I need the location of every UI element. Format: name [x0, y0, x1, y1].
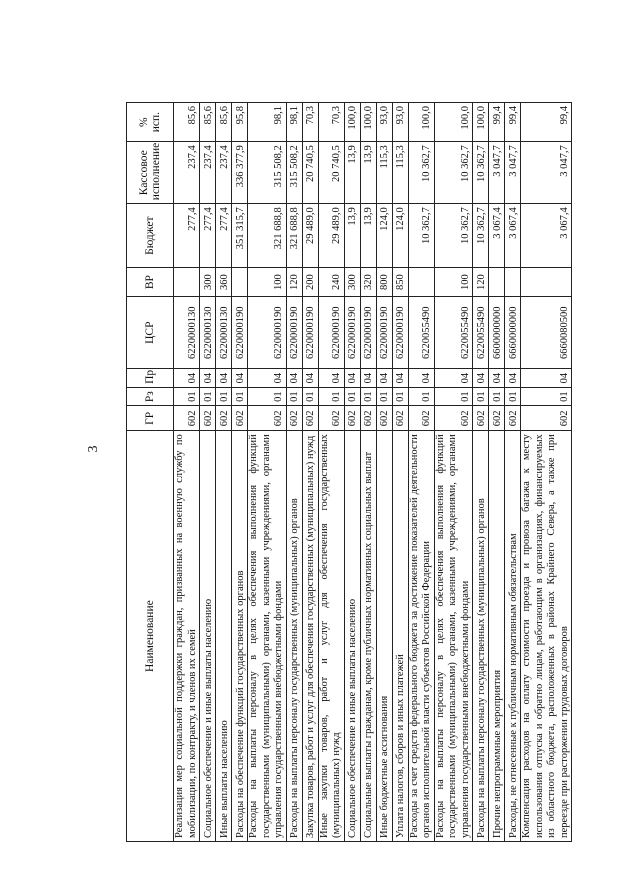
cell-pr: 04 — [248, 369, 287, 388]
cell-csr: 6220000190 — [392, 297, 408, 369]
cell-vr: 800 — [376, 268, 392, 297]
cell-rz: 01 — [392, 387, 408, 406]
cell-vr: 100 — [434, 268, 473, 297]
cell-csr: 6220000190 — [302, 297, 318, 369]
cell-csr: 6220055490 — [473, 297, 489, 369]
cell-gr: 602 — [344, 406, 360, 431]
cell-rz: 01 — [473, 387, 489, 406]
cell-kassa: 20 740,5 — [318, 142, 344, 204]
cell-csr: 6220000190 — [248, 297, 287, 369]
cell-kassa: 10 362,7 — [473, 142, 489, 204]
cell-pr: 04 — [360, 369, 376, 388]
cell-rz: 01 — [248, 387, 287, 406]
cell-rz: 01 — [216, 387, 232, 406]
header-pct: % исп. — [127, 103, 174, 142]
cell-pct: 100,0 — [473, 103, 489, 142]
cell-vr — [521, 268, 572, 297]
cell-pr: 04 — [344, 369, 360, 388]
cell-name: Иные выплаты населению — [216, 431, 232, 842]
cell-pct: 99,4 — [489, 103, 505, 142]
cell-budget: 3 067,4 — [521, 204, 572, 268]
cell-gr: 602 — [360, 406, 376, 431]
header-csr: ЦСР — [127, 297, 174, 369]
table-row — [286, 103, 302, 842]
cell-budget: 10 362,7 — [434, 204, 473, 268]
cell-vr: 360 — [216, 268, 232, 297]
cell-rz: 01 — [174, 387, 200, 406]
cell-budget: 13,9 — [360, 204, 376, 268]
cell-rz: 01 — [232, 387, 248, 406]
cell-pr: 04 — [521, 369, 572, 388]
cell-csr: 6220055490 — [434, 297, 473, 369]
cell-budget: 29 489,0 — [318, 204, 344, 268]
cell-rz: 01 — [489, 387, 505, 406]
cell-gr: 602 — [318, 406, 344, 431]
cell-gr: 602 — [376, 406, 392, 431]
header-pr: Пр — [127, 369, 174, 388]
cell-csr: 6220055490 — [408, 297, 434, 369]
table-row — [302, 103, 318, 842]
table-header-row — [127, 103, 174, 842]
cell-name: Социальное обеспечение и иные выплаты населению — [200, 431, 216, 842]
table-row — [216, 103, 232, 842]
cell-gr: 602 — [248, 406, 287, 431]
cell-budget: 277,4 — [174, 204, 200, 268]
cell-budget: 277,4 — [200, 204, 216, 268]
table-row — [360, 103, 376, 842]
cell-pr: 04 — [302, 369, 318, 388]
cell-gr: 602 — [521, 406, 572, 431]
table-row — [200, 103, 216, 842]
cell-vr — [232, 268, 248, 297]
cell-gr: 602 — [408, 406, 434, 431]
table-row — [489, 103, 505, 842]
cell-kassa: 10 362,7 — [434, 142, 473, 204]
cell-gr: 602 — [505, 406, 521, 431]
cell-pr: 04 — [473, 369, 489, 388]
cell-kassa: 315 508,2 — [286, 142, 302, 204]
cell-rz: 01 — [318, 387, 344, 406]
cell-pct: 85,6 — [200, 103, 216, 142]
cell-kassa: 237,4 — [216, 142, 232, 204]
header-name: Наименование — [127, 431, 174, 842]
table-row — [473, 103, 489, 842]
cell-pct: 95,8 — [232, 103, 248, 142]
cell-pr: 04 — [392, 369, 408, 388]
table-row — [318, 103, 344, 842]
cell-csr: 6220000190 — [232, 297, 248, 369]
cell-pct: 100,0 — [408, 103, 434, 142]
cell-name: Закупка товаров, работ и услуг для обеспечения государственных (муниципальных) нужд — [302, 431, 318, 842]
header-vr: ВР — [127, 268, 174, 297]
cell-kassa: 20 740,5 — [302, 142, 318, 204]
cell-csr: 6660000000 — [505, 297, 521, 369]
cell-kassa: 3 047,7 — [489, 142, 505, 204]
cell-pr: 04 — [505, 369, 521, 388]
cell-pct: 100,0 — [344, 103, 360, 142]
page-number: 3 — [86, 445, 101, 453]
cell-vr — [505, 268, 521, 297]
cell-name: Расходы, не отнесенные к публичным нормативным обязательствам — [505, 431, 521, 842]
cell-pr: 04 — [216, 369, 232, 388]
cell-name: Иные закупки товаров, работ и услуг для обеспечения государственных (муниципальных) нужд — [318, 431, 344, 842]
cell-csr: 6660080500 — [521, 297, 572, 369]
cell-vr — [489, 268, 505, 297]
cell-name: Расходы на выплаты персоналу в целях обеспечения выполнения функций государственными (муниципальными) органами, казенными учреждениями, органами управления государственными внебюджетными фондами — [248, 431, 287, 842]
cell-name: Социальное обеспечение и иные выплаты населению — [344, 431, 360, 842]
cell-gr: 602 — [302, 406, 318, 431]
cell-rz: 01 — [408, 387, 434, 406]
cell-name: Расходы на выплаты персоналу государственных (муниципальных) органов — [473, 431, 489, 842]
cell-kassa: 3 047,7 — [505, 142, 521, 204]
cell-kassa: 237,4 — [200, 142, 216, 204]
cell-vr: 120 — [473, 268, 489, 297]
cell-budget: 29 489,0 — [302, 204, 318, 268]
table-row — [376, 103, 392, 842]
cell-pct: 98,1 — [286, 103, 302, 142]
cell-pct: 99,4 — [521, 103, 572, 142]
cell-pr: 04 — [286, 369, 302, 388]
cell-name: Социальные выплаты гражданам, кроме публичных нормативных социальных выплат — [360, 431, 376, 842]
table-row — [408, 103, 434, 842]
cell-csr: 6600000000 — [489, 297, 505, 369]
cell-pct: 70,3 — [318, 103, 344, 142]
cell-kassa: 13,9 — [344, 142, 360, 204]
budget-table-rotated — [126, 102, 626, 842]
cell-csr: 6220000130 — [200, 297, 216, 369]
cell-rz: 01 — [434, 387, 473, 406]
cell-name: Компенсация расходов на оплату стоимости проезда и провоза багажа к месту использования отпуска и обратно лицам, работающим в организациях, финансируемых из областного бюджета, расположенных в районах Крайнего Севера, а также при переезде при расторжении трудовых договоров — [521, 431, 572, 842]
cell-gr: 602 — [473, 406, 489, 431]
cell-kassa: 115,3 — [392, 142, 408, 204]
header-budget: Бюджет — [127, 204, 174, 268]
cell-csr: 6220000130 — [174, 297, 200, 369]
cell-pct: 100,0 — [360, 103, 376, 142]
cell-csr: 6220000190 — [360, 297, 376, 369]
cell-kassa: 237,4 — [174, 142, 200, 204]
cell-pct: 100,0 — [434, 103, 473, 142]
cell-budget: 124,0 — [376, 204, 392, 268]
cell-name: Расходы на обеспечение функций государственных органов — [232, 431, 248, 842]
cell-gr: 602 — [489, 406, 505, 431]
table-row — [248, 103, 287, 842]
cell-budget: 3 067,4 — [489, 204, 505, 268]
table-row — [521, 103, 572, 842]
cell-budget: 3 067,4 — [505, 204, 521, 268]
cell-pr: 04 — [200, 369, 216, 388]
cell-rz: 01 — [286, 387, 302, 406]
cell-csr: 6220000190 — [344, 297, 360, 369]
cell-vr — [174, 268, 200, 297]
cell-pr: 04 — [408, 369, 434, 388]
cell-pct: 70,3 — [302, 103, 318, 142]
cell-vr: 850 — [392, 268, 408, 297]
budget-table — [126, 102, 572, 842]
cell-gr: 602 — [434, 406, 473, 431]
cell-name: Расходы за счет средств федерального бюджета за достижение показателей деятельности органов исполнительной власти субъектов Российской Федерации — [408, 431, 434, 842]
cell-gr: 602 — [392, 406, 408, 431]
cell-kassa: 10 362,7 — [408, 142, 434, 204]
cell-rz: 01 — [344, 387, 360, 406]
cell-pct: 93,0 — [392, 103, 408, 142]
cell-budget: 124,0 — [392, 204, 408, 268]
cell-kassa: 115,3 — [376, 142, 392, 204]
table-row — [505, 103, 521, 842]
cell-vr: 300 — [200, 268, 216, 297]
cell-budget: 10 362,7 — [408, 204, 434, 268]
cell-pr: 04 — [174, 369, 200, 388]
cell-pr: 04 — [232, 369, 248, 388]
cell-kassa: 13,9 — [360, 142, 376, 204]
cell-name: Прочие непрограммные мероприятия — [489, 431, 505, 842]
cell-csr: 6220000190 — [376, 297, 392, 369]
cell-vr — [408, 268, 434, 297]
header-kassa: Кассовое исполнение — [127, 142, 174, 204]
cell-vr: 300 — [344, 268, 360, 297]
cell-pct: 85,6 — [174, 103, 200, 142]
cell-budget: 321 688,8 — [248, 204, 287, 268]
table-row — [392, 103, 408, 842]
cell-name: Расходы на выплаты персоналу в целях обеспечения выполнения функций государственными (муниципальными) органами, казенными учреждениями, органами управления государственными внебюджетными фондами — [434, 431, 473, 842]
cell-budget: 13,9 — [344, 204, 360, 268]
table-row — [434, 103, 473, 842]
cell-vr: 240 — [318, 268, 344, 297]
cell-vr: 100 — [248, 268, 287, 297]
cell-pct: 85,6 — [216, 103, 232, 142]
cell-vr: 320 — [360, 268, 376, 297]
cell-budget: 321 688,8 — [286, 204, 302, 268]
cell-csr: 6220000190 — [318, 297, 344, 369]
cell-pct: 93,0 — [376, 103, 392, 142]
table-row — [232, 103, 248, 842]
cell-csr: 6220000130 — [216, 297, 232, 369]
cell-vr: 120 — [286, 268, 302, 297]
cell-budget: 351 315,7 — [232, 204, 248, 268]
cell-kassa: 3 047,7 — [521, 142, 572, 204]
cell-pr: 04 — [489, 369, 505, 388]
cell-pct: 98,1 — [248, 103, 287, 142]
cell-budget: 277,4 — [216, 204, 232, 268]
cell-rz: 01 — [505, 387, 521, 406]
cell-gr: 602 — [174, 406, 200, 431]
cell-gr: 602 — [216, 406, 232, 431]
cell-kassa: 315 508,2 — [248, 142, 287, 204]
cell-rz: 01 — [521, 387, 572, 406]
table-row — [174, 103, 200, 842]
cell-name: Уплата налогов, сборов и иных платежей — [392, 431, 408, 842]
cell-gr: 602 — [286, 406, 302, 431]
cell-pr: 04 — [318, 369, 344, 388]
cell-kassa: 336 377,9 — [232, 142, 248, 204]
cell-csr: 6220000190 — [286, 297, 302, 369]
cell-pr: 04 — [434, 369, 473, 388]
cell-rz: 01 — [376, 387, 392, 406]
cell-name: Расходы на выплаты персоналу государственных (муниципальных) органов — [286, 431, 302, 842]
cell-budget: 10 362,7 — [473, 204, 489, 268]
cell-rz: 01 — [302, 387, 318, 406]
cell-name: Реализация мер социальной поддержки граждан, призванных на военную службу по мобилизации, по контракту, и членов их семей — [174, 431, 200, 842]
cell-name: Иные бюджетные ассигнования — [376, 431, 392, 842]
cell-pr: 04 — [376, 369, 392, 388]
cell-rz: 01 — [360, 387, 376, 406]
header-gr: ГР — [127, 406, 174, 431]
cell-gr: 602 — [232, 406, 248, 431]
header-rz: Рз — [127, 387, 174, 406]
cell-pct: 99,4 — [505, 103, 521, 142]
cell-gr: 602 — [200, 406, 216, 431]
cell-rz: 01 — [200, 387, 216, 406]
table-row — [344, 103, 360, 842]
cell-vr: 200 — [302, 268, 318, 297]
